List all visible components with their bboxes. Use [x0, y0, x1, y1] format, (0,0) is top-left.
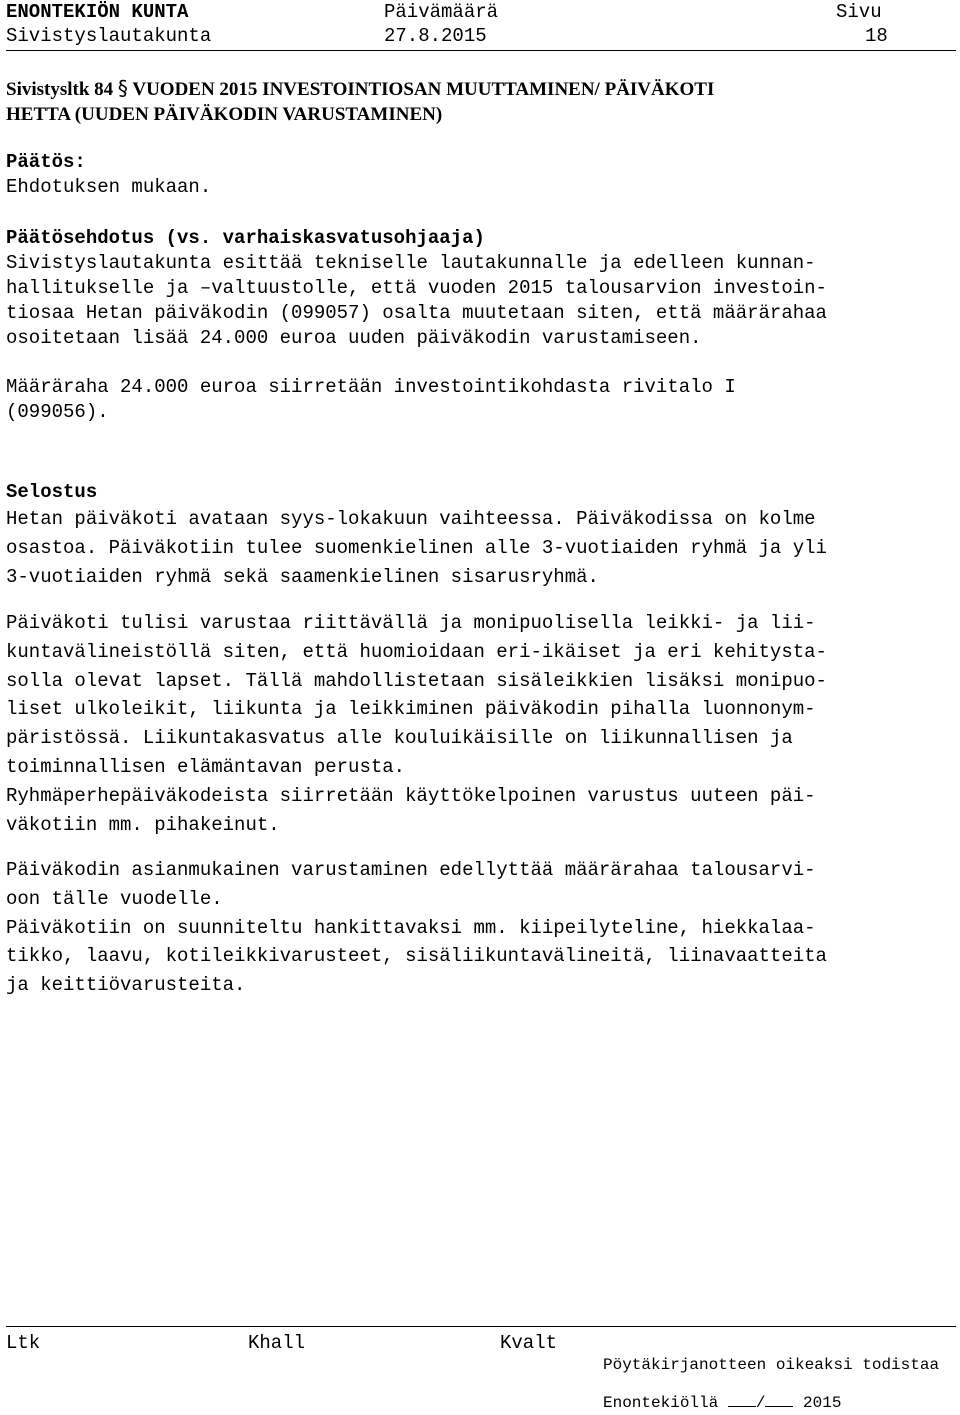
board-name: Sivistyslautakunta: [6, 25, 212, 47]
section-title-line2: HETTA (UUDEN PÄIVÄKODIN VARUSTAMINEN): [6, 104, 443, 125]
footer-divider: [6, 1326, 956, 1327]
section-title-line1: VUODEN 2015 INVESTOINTIOSAN MUUTTAMINEN/ PÄIVÄKOTI: [132, 79, 715, 100]
place-text: Enontekiöllä: [603, 1394, 719, 1412]
date-slash: /: [755, 1394, 766, 1412]
certification-year: 2015: [803, 1394, 842, 1412]
section-title: [6, 76, 714, 127]
date-label: Päivämäärä: [384, 1, 499, 23]
footer-khall: Khall: [248, 1332, 306, 1354]
explanation-label: Selostus: [6, 481, 98, 503]
month-blank: [765, 1390, 793, 1407]
certification-text: Pöytäkirjanotteen oikeaksi todistaa: [603, 1356, 940, 1374]
explanation-paragraph-2: Päiväkoti tulisi varustaa riittävällä ja monipuolisella leikki- ja lii- kuntavälineistöllä siten, että huomioidaan eri-ikäiset ja eri kehitysta- solla olevat lapset. Tällä mahdollistetaan sisäleikkien lisäksi monipuo- liset ulkoleikit, liikunta ja leikkiminen päiväkodin pihalla luonnonym- päristössä. Liikuntakasvatus alle kouluikäisille on liikunnallisen ja toiminnallisen elämäntavan perusta. Ryhmäperhepäiväkodeista siirretään käyttökelpoinen varustus uuteen päi- väkotiin mm. pihakeinut.: [6, 612, 827, 836]
certification-date-line: [603, 1390, 841, 1415]
day-blank: [728, 1390, 756, 1407]
decision-text: Ehdotuksen mukaan.: [6, 176, 212, 198]
municipality-name: ENONTEKIÖN KUNTA: [6, 1, 189, 23]
decision-label: Päätös:: [6, 151, 86, 173]
explanation-paragraph-1: Hetan päiväkoti avataan syys-lokakuun vaihteessa. Päiväkodissa on kolme osastoa. Päiväkotiin tulee suomenkielinen alle 3-vuotiaiden ryhmä ja yli 3-vuotiaiden ryhmä sekä saamenkielinen sisarusryhmä.: [6, 508, 827, 588]
paragraph-sign-icon: §: [117, 76, 128, 100]
proposal-paragraph: Sivistyslautakunta esittää tekniselle lautakunnalle ja edelleen kunnan- hallitukselle ja –valtuustolle, että vuoden 2015 talousarvion investoin- tiosaa Hetan päiväkodin (099057) osalta muutetaan siten, että määrärahaa osoitetaan lisää 24.000 euroa uuden päiväkodin varustamiseen.: [6, 252, 827, 349]
explanation-paragraph-3: Päiväkodin asianmukainen varustaminen edellyttää määrärahaa talousarvi- oon tälle vuodelle. Päiväkotiin on suunniteltu hankittavaksi mm. kiipeilyteline, hiekkalaa- tikko, laavu, kotileikkivarusteet, sisäliikuntavälineitä, liinavaatteita ja keittiövarusteita.: [6, 859, 827, 997]
date-value: 27.8.2015: [384, 25, 487, 47]
page-number: 18: [865, 25, 888, 47]
appropriation-paragraph: Määräraha 24.000 euroa siirretään investointikohdasta rivitalo I (099056).: [6, 376, 736, 423]
page-label: Sivu: [836, 1, 882, 23]
footer-ltk: Ltk: [6, 1332, 41, 1354]
footer-kvalt: Kvalt: [500, 1332, 558, 1354]
header-divider: [6, 50, 956, 51]
proposal-label: Päätösehdotus (vs. varhaiskasvatusohjaaja): [6, 227, 485, 249]
section-ref: Sivistysltk 84: [6, 79, 114, 100]
